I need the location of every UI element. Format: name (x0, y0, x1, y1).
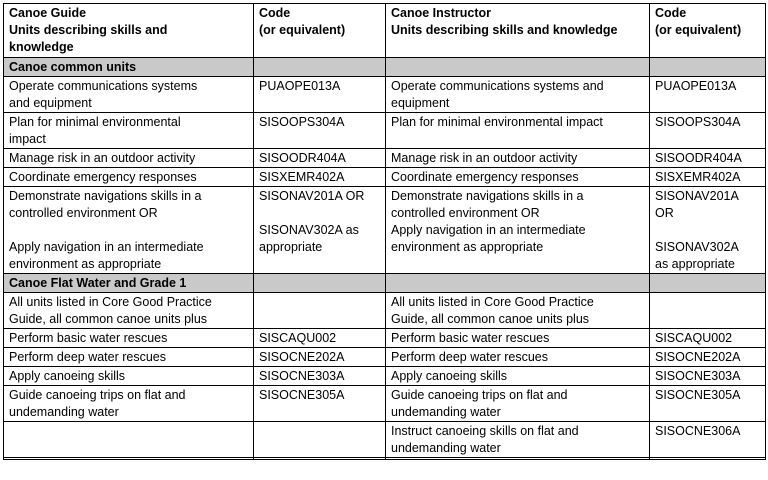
instructor-unit-cell: Perform basic water rescues (386, 329, 650, 348)
table-row (4, 149, 766, 168)
units-table (3, 3, 766, 460)
header-guide-code: Code (or equivalent) (254, 4, 386, 58)
table-row (4, 458, 766, 460)
guide-unit-cell: Perform deep water rescues (4, 348, 254, 367)
guide-code-cell: SISONAV201A OR SISONAV302A as appropriate (254, 187, 386, 274)
instructor-unit-cell: Perform deep water rescues (386, 348, 650, 367)
guide-unit-cell (4, 458, 254, 460)
instructor-code-cell: SISOCNE305A (650, 386, 766, 422)
header-guide-units: Canoe Guide Units describing skills and knowledge (4, 4, 254, 58)
guide-unit-cell: All units listed in Core Good Practice Guide, all common canoe units plus (4, 293, 254, 329)
instructor-code-cell (650, 458, 766, 460)
instructor-unit-cell: All units listed in Core Good Practice Guide, all common canoe units plus (386, 293, 650, 329)
guide-unit-cell: Operate communications systems and equipment (4, 77, 254, 113)
guide-code-cell (254, 458, 386, 460)
guide-unit-cell: Plan for minimal environmental impact (4, 113, 254, 149)
table-row (4, 422, 766, 458)
section-row (4, 58, 766, 77)
instructor-code-cell: SISOOPS304A (650, 113, 766, 149)
instructor-code-cell: SISOCNE202A (650, 348, 766, 367)
guide-code-cell: SISOCNE303A (254, 367, 386, 386)
guide-code-cell: SISOCNE305A (254, 386, 386, 422)
instructor-code-cell (650, 293, 766, 329)
guide-code-cell: SISOCNE202A (254, 348, 386, 367)
table-row (4, 329, 766, 348)
guide-unit-cell: Manage risk in an outdoor activity (4, 149, 254, 168)
table-row (4, 77, 766, 113)
guide-code-cell (254, 422, 386, 458)
guide-code-cell: SISOOPS304A (254, 113, 386, 149)
instructor-code-cell: SISCAQU002 (650, 329, 766, 348)
guide-unit-cell: Coordinate emergency responses (4, 168, 254, 187)
section-title: Canoe Flat Water and Grade 1 (4, 274, 254, 293)
instructor-unit-cell: Operate communications systems and equipment (386, 77, 650, 113)
guide-unit-cell: Perform basic water rescues (4, 329, 254, 348)
guide-unit-cell: Demonstrate navigations skills in a controlled environment OR Apply navigation in an intermediate environment as appropriate (4, 187, 254, 274)
instructor-unit-cell: Manage risk in an outdoor activity (386, 149, 650, 168)
instructor-unit-cell (386, 458, 650, 460)
section-title: Canoe common units (4, 58, 254, 77)
instructor-code-cell: SISONAV201A OR SISONAV302A as appropriate (650, 187, 766, 274)
header-row (4, 4, 766, 58)
table-row (4, 113, 766, 149)
guide-code-cell: PUAOPE013A (254, 77, 386, 113)
guide-code-cell: SISOODR404A (254, 149, 386, 168)
guide-code-cell: SISXEMR402A (254, 168, 386, 187)
section-row (4, 274, 766, 293)
guide-unit-cell (4, 422, 254, 458)
instructor-unit-cell: Instruct canoeing skills on flat and undemanding water (386, 422, 650, 458)
table-row (4, 293, 766, 329)
instructor-code-cell: SISOCNE306A (650, 422, 766, 458)
header-instructor-units: Canoe Instructor Units describing skills and knowledge (386, 4, 650, 58)
table-row (4, 367, 766, 386)
guide-unit-cell: Guide canoeing trips on flat and undemanding water (4, 386, 254, 422)
table-row (4, 187, 766, 274)
table-row (4, 386, 766, 422)
instructor-unit-cell: Demonstrate navigations skills in a controlled environment OR Apply navigation in an intermediate environment as appropriate (386, 187, 650, 274)
instructor-code-cell: SISOODR404A (650, 149, 766, 168)
instructor-unit-cell: Coordinate emergency responses (386, 168, 650, 187)
instructor-code-cell: SISOCNE303A (650, 367, 766, 386)
guide-code-cell (254, 293, 386, 329)
table-row (4, 168, 766, 187)
guide-code-cell: SISCAQU002 (254, 329, 386, 348)
instructor-code-cell: PUAOPE013A (650, 77, 766, 113)
instructor-unit-cell: Guide canoeing trips on flat and undemanding water (386, 386, 650, 422)
instructor-unit-cell: Apply canoeing skills (386, 367, 650, 386)
guide-unit-cell: Apply canoeing skills (4, 367, 254, 386)
instructor-code-cell: SISXEMR402A (650, 168, 766, 187)
table-row (4, 348, 766, 367)
header-instructor-code: Code (or equivalent) (650, 4, 766, 58)
instructor-unit-cell: Plan for minimal environmental impact (386, 113, 650, 149)
